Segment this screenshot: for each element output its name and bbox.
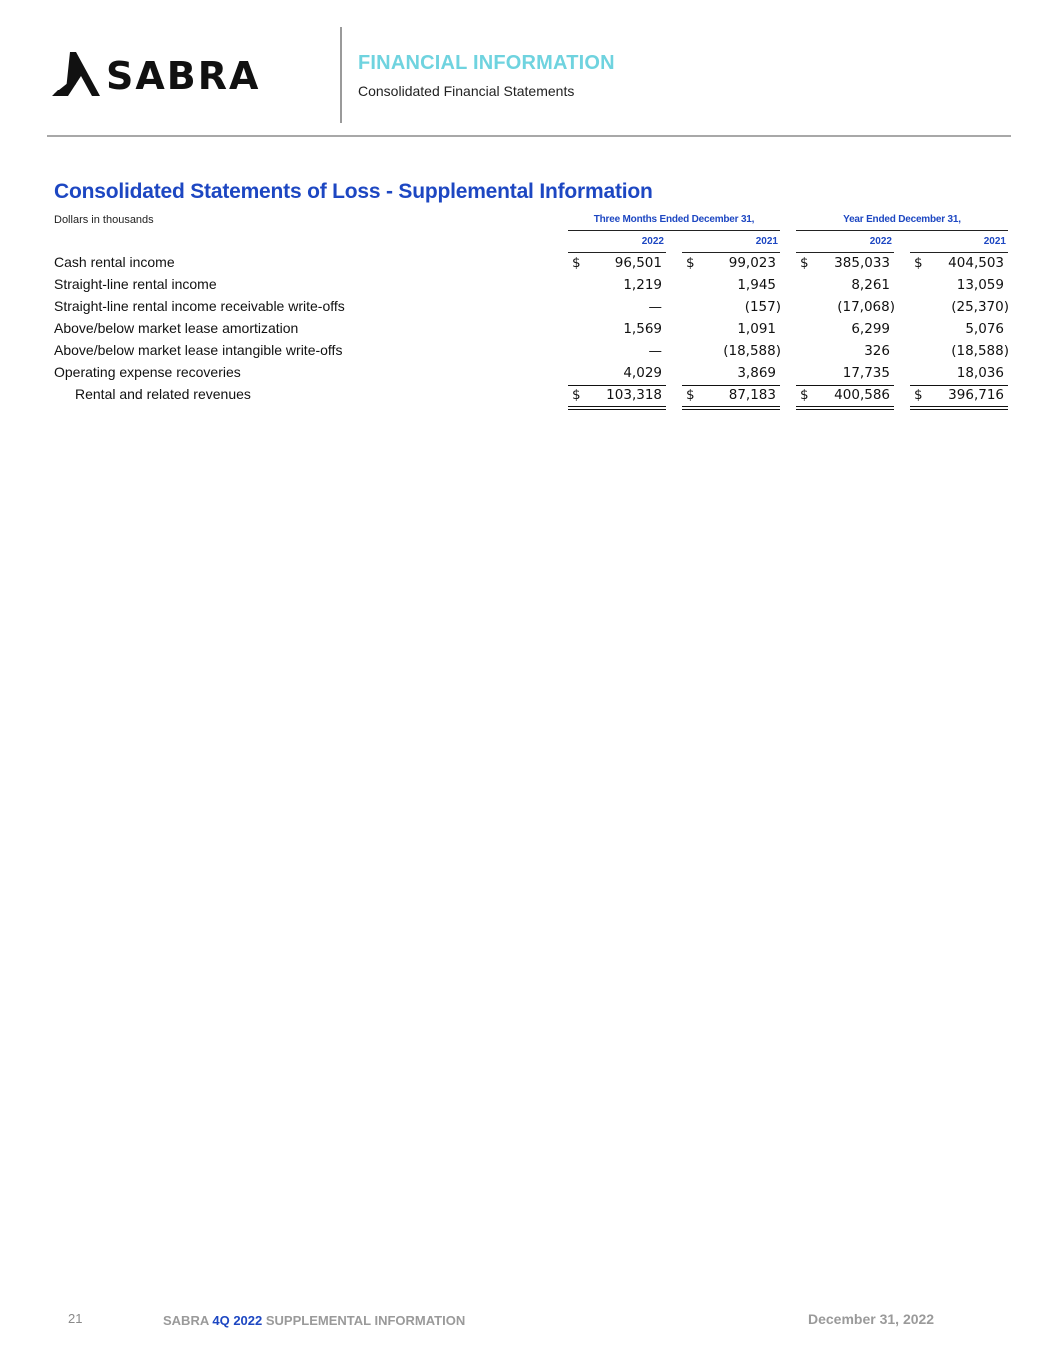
cell-value: (25,370)	[951, 299, 1009, 315]
group-underline	[568, 230, 780, 231]
header-rule	[47, 135, 1011, 137]
year-underline	[910, 252, 1008, 253]
currency-symbol: $	[800, 255, 809, 271]
year-underline	[568, 252, 666, 253]
table-row	[0, 254, 1055, 276]
cell-value: 1,569	[623, 321, 662, 337]
units-note: Dollars in thousands	[54, 214, 154, 226]
total-double-rule	[796, 409, 894, 410]
year-header: 2022	[869, 236, 892, 247]
table-row	[0, 320, 1055, 342]
cell-value: (157)	[744, 299, 781, 315]
total-double-rule	[568, 406, 666, 407]
total-double-rule	[910, 406, 1008, 407]
table-row	[0, 342, 1055, 364]
footer-doc-title	[163, 1313, 465, 1328]
row-label: Cash rental income	[54, 254, 175, 270]
total-row	[0, 386, 1055, 408]
total-double-rule	[682, 406, 780, 407]
currency-symbol: $	[800, 387, 809, 403]
group-underline	[796, 230, 1008, 231]
currency-symbol: $	[914, 255, 923, 271]
total-double-rule	[682, 409, 780, 410]
sabra-logo	[52, 50, 297, 100]
row-label: Operating expense recoveries	[54, 364, 241, 380]
cell-value: 99,023	[728, 255, 776, 271]
cell-value: (18,588)	[723, 343, 781, 359]
section-subtitle: Consolidated Financial Statements	[358, 83, 575, 99]
total-value: 87,183	[728, 387, 776, 403]
total-double-rule	[910, 409, 1008, 410]
cell-value: 13,059	[956, 277, 1004, 293]
total-value: 400,586	[834, 387, 890, 403]
footer-date: December 31, 2022	[808, 1311, 935, 1327]
cell-value: —	[648, 299, 662, 315]
footer-brand: SABRA	[163, 1313, 209, 1328]
cell-value: 17,735	[842, 365, 890, 381]
header-divider	[340, 27, 342, 123]
table-row	[0, 276, 1055, 298]
total-double-rule	[568, 409, 666, 410]
cell-value: 1,091	[737, 321, 776, 337]
table-row	[0, 298, 1055, 320]
cell-value: 6,299	[851, 321, 890, 337]
currency-symbol: $	[572, 255, 581, 271]
year-header: 2021	[755, 236, 778, 247]
statement-title: Consolidated Statements of Loss - Supplemental Information	[54, 180, 653, 203]
cell-value: 385,033	[834, 255, 890, 271]
section-title: FINANCIAL INFORMATION	[358, 52, 615, 74]
cell-value: 326	[864, 343, 890, 359]
table-row	[0, 364, 1055, 386]
cell-value: 404,503	[948, 255, 1004, 271]
logo-wordmark: SABRA	[106, 54, 261, 98]
cell-value: 96,501	[614, 255, 662, 271]
currency-symbol: $	[914, 387, 923, 403]
column-group-year: Year Ended December 31,	[843, 214, 961, 225]
page-number: 21	[68, 1311, 83, 1326]
cell-value: 5,076	[965, 321, 1004, 337]
total-value: 396,716	[948, 387, 1004, 403]
cell-value: 18,036	[956, 365, 1004, 381]
year-header: 2021	[983, 236, 1006, 247]
cell-value: —	[648, 343, 662, 359]
year-underline	[682, 252, 780, 253]
cell-value: 3,869	[737, 365, 776, 381]
currency-symbol: $	[686, 387, 695, 403]
cell-value: 8,261	[851, 277, 890, 293]
row-label: Straight-line rental income receivable write-offs	[54, 298, 345, 314]
column-group-three-months: Three Months Ended December 31,	[593, 214, 755, 225]
total-label: Rental and related revenues	[75, 386, 251, 402]
total-value: 103,318	[606, 387, 662, 403]
cell-value: (17,068)	[837, 299, 895, 315]
footer-doc-name: SUPPLEMENTAL INFORMATION	[265, 1313, 466, 1328]
cell-value: 1,945	[737, 277, 776, 293]
row-label: Above/below market lease intangible write-offs	[54, 342, 343, 358]
row-label: Straight-line rental income	[54, 276, 217, 292]
cell-value: 4,029	[623, 365, 662, 381]
year-header: 2022	[641, 236, 664, 247]
total-double-rule	[796, 406, 894, 407]
footer-period: 4Q 2022	[212, 1313, 263, 1328]
cell-value: 1,219	[623, 277, 662, 293]
year-underline	[796, 252, 894, 253]
cell-value: (18,588)	[951, 343, 1009, 359]
row-label: Above/below market lease amortization	[54, 320, 299, 336]
currency-symbol: $	[572, 387, 581, 403]
currency-symbol: $	[686, 255, 695, 271]
